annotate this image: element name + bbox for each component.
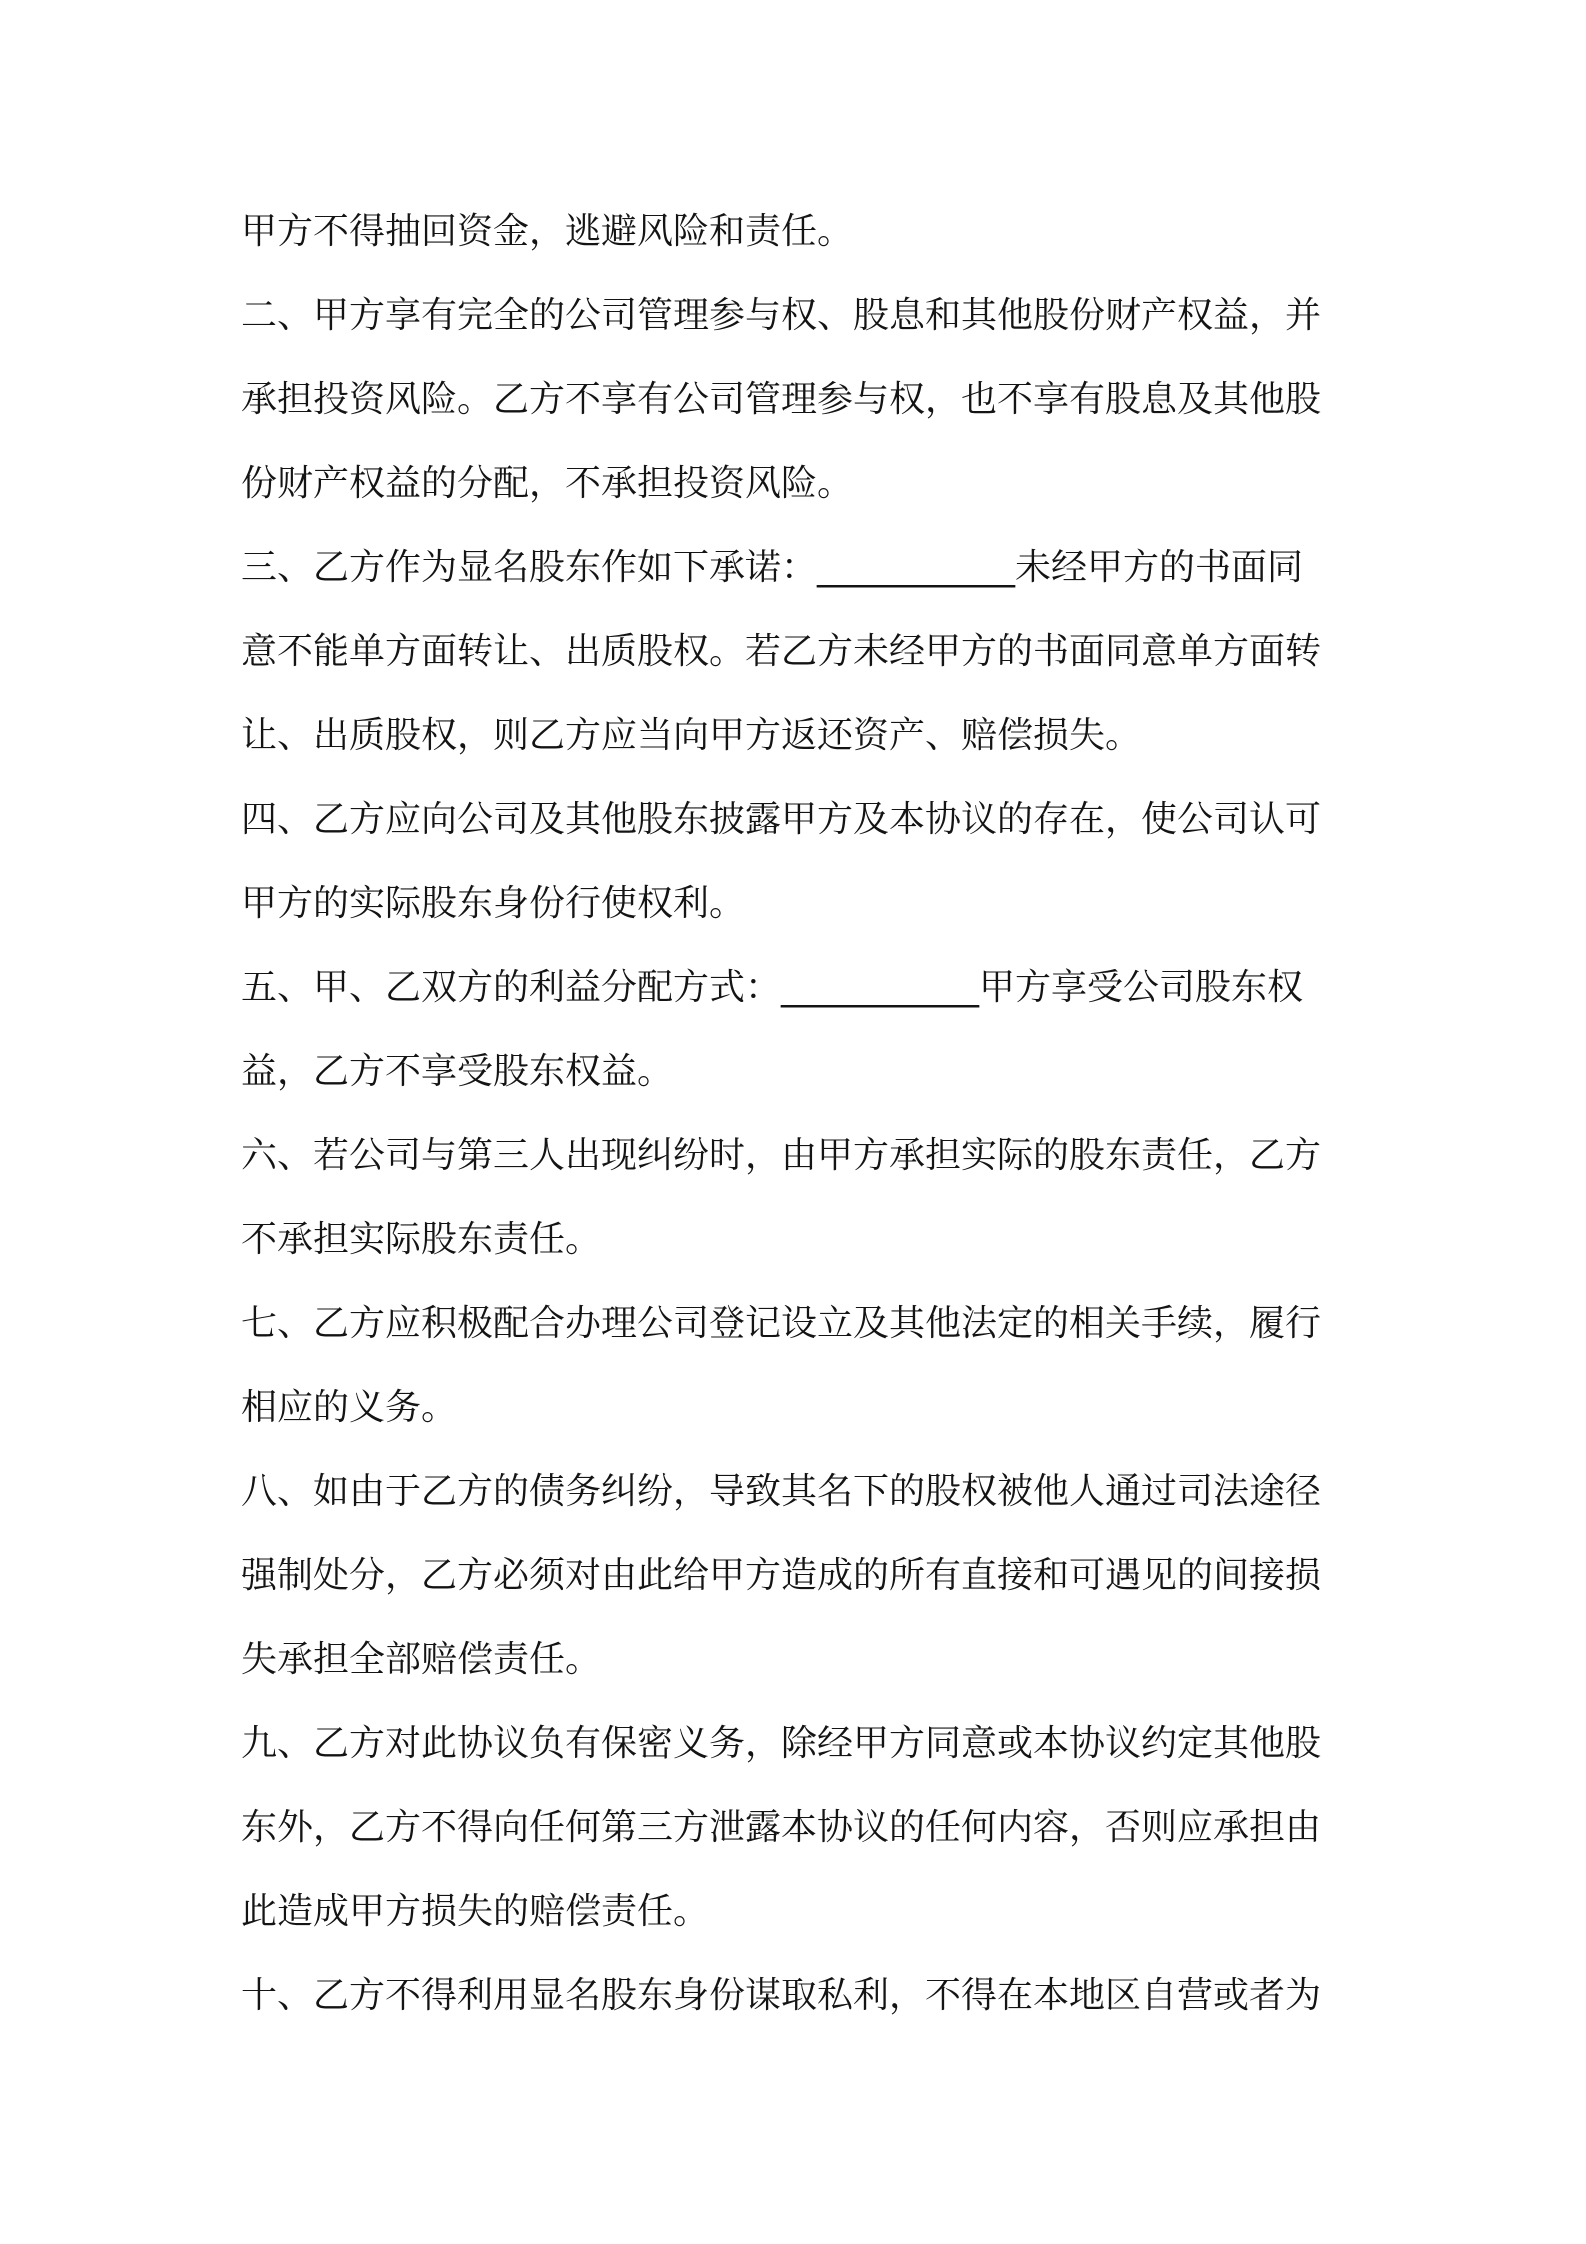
text-line: 强制处分，乙方必须对由此给甲方造成的所有直接和可遇见的间接损 (241, 1555, 1322, 1596)
text-line: 三、乙方作为显名股东作如下承诺：___________未经甲方的书面同 (241, 547, 1304, 588)
text-line: 让、出质股权，则乙方应当向甲方返还资产、赔偿损失。 (241, 715, 1142, 756)
text-line: 不承担实际股东责任。 (241, 1219, 602, 1260)
text-line: 甲方不得抽回资金，逃避风险和责任。 (241, 211, 854, 252)
text-line: 二、甲方享有完全的公司管理参与权、股息和其他股份财产权益，并 (241, 295, 1322, 336)
text-line: 失承担全部赔偿责任。 (241, 1639, 602, 1680)
text-line: 此造成甲方损失的赔偿责任。 (241, 1891, 710, 1932)
text-line: 四、乙方应向公司及其他股东披露甲方及本协议的存在，使公司认可 (241, 799, 1322, 840)
text-line: 相应的义务。 (241, 1387, 458, 1428)
text-line: 益，乙方不享受股东权益。 (241, 1051, 674, 1092)
text-line: 十、乙方不得利用显名股东身份谋取私利，不得在本地区自营或者为 (241, 1975, 1322, 2016)
text-line: 七、乙方应积极配合办理公司登记设立及其他法定的相关手续，履行 (241, 1303, 1322, 1344)
text-line: 东外，乙方不得向任何第三方泄露本协议的任何内容，否则应承担由 (241, 1807, 1322, 1848)
text-line: 甲方的实际股东身份行使权利。 (241, 883, 746, 924)
text-line: 意不能单方面转让、出质股权。若乙方未经甲方的书面同意单方面转 (241, 631, 1322, 672)
text-line: 承担投资风险。乙方不享有公司管理参与权，也不享有股息及其他股 (241, 379, 1322, 420)
text-line: 八、如由于乙方的债务纠纷，导致其名下的股权被他人通过司法途径 (241, 1471, 1322, 1512)
text-line: 五、甲、乙双方的利益分配方式：___________甲方享受公司股东权 (241, 967, 1304, 1008)
text-line: 六、若公司与第三人出现纠纷时，由甲方承担实际的股东责任，乙方 (241, 1135, 1322, 1176)
text-line: 九、乙方对此协议负有保密义务，除经甲方同意或本协议约定其他股 (241, 1723, 1322, 1764)
text-line: 份财产权益的分配，不承担投资风险。 (241, 463, 854, 504)
agreement-text (241, 190, 1361, 2038)
